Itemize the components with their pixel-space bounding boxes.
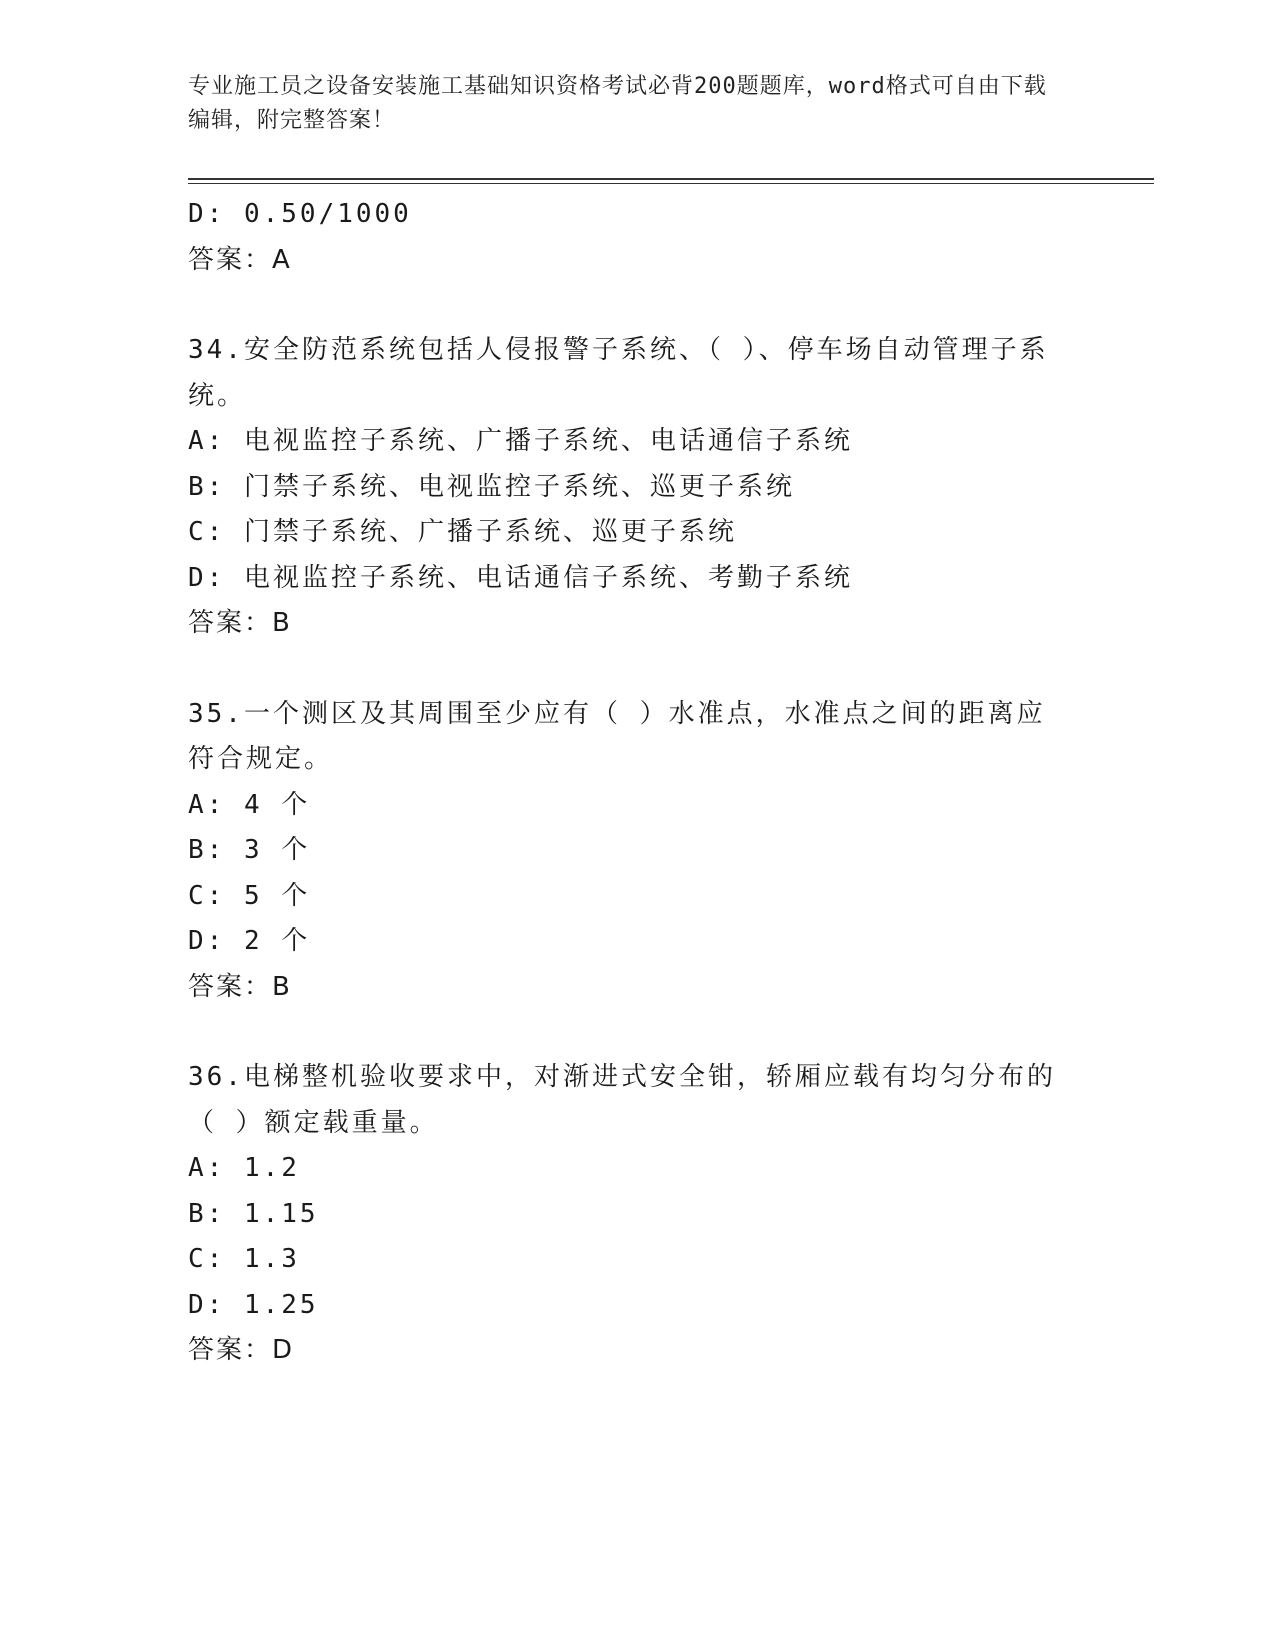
question-block-36 xyxy=(188,1055,1068,1374)
question-text: 34.安全防范系统包括人侵报警子系统、（ ）、停车场自动管理子系统。 xyxy=(188,335,1049,411)
option-d: D: 1.25 xyxy=(188,1289,319,1320)
option-d: D: 2 个 xyxy=(188,926,311,956)
option-c: C: 门禁子系统、广播子系统、巡更子系统 xyxy=(188,517,737,547)
option-b: B: 3 个 xyxy=(188,835,311,865)
option-a: A: 1.2 xyxy=(188,1153,300,1183)
header-divider-thick xyxy=(188,178,1154,180)
option-b: B: 1.15 xyxy=(188,1198,319,1229)
question-block-prev xyxy=(188,192,1068,283)
header-divider-thin xyxy=(188,183,1154,184)
question-block-35 xyxy=(188,692,1068,1011)
option-c: C: 5 个 xyxy=(188,880,311,911)
question-text: 36.电梯整机验收要求中，对渐进式安全钳，轿厢应载有均匀分布的（ ）额定载重量。 xyxy=(188,1062,1056,1138)
answer-line: 答案：D xyxy=(188,1335,295,1365)
option-d: D: 电视监控子系统、电话通信子系统、考勤子系统 xyxy=(188,562,853,593)
option-b: B: 门禁子系统、电视监控子系统、巡更子系统 xyxy=(188,471,795,502)
question-list xyxy=(188,192,1068,1374)
option-a: A: 电视监控子系统、广播子系统、电话通信子系统 xyxy=(188,426,853,456)
question-block-34 xyxy=(188,328,1068,647)
option-d: D: 0.50/1000 xyxy=(188,199,412,229)
option-a: A: 4 个 xyxy=(188,789,311,820)
answer-line: 答案：B xyxy=(188,608,292,638)
page-header: 专业施工员之设备安装施工基础知识资格考试必背200题题库，word格式可自由下载编辑，附完整答案！ xyxy=(188,74,1047,133)
option-c: C: 1.3 xyxy=(188,1244,300,1274)
answer-line: 答案：B xyxy=(188,971,292,1002)
answer-line: 答案：A xyxy=(188,244,292,275)
question-text: 35.一个测区及其周围至少应有（ ）水准点，水准点之间的距离应符合规定。 xyxy=(188,698,1046,774)
